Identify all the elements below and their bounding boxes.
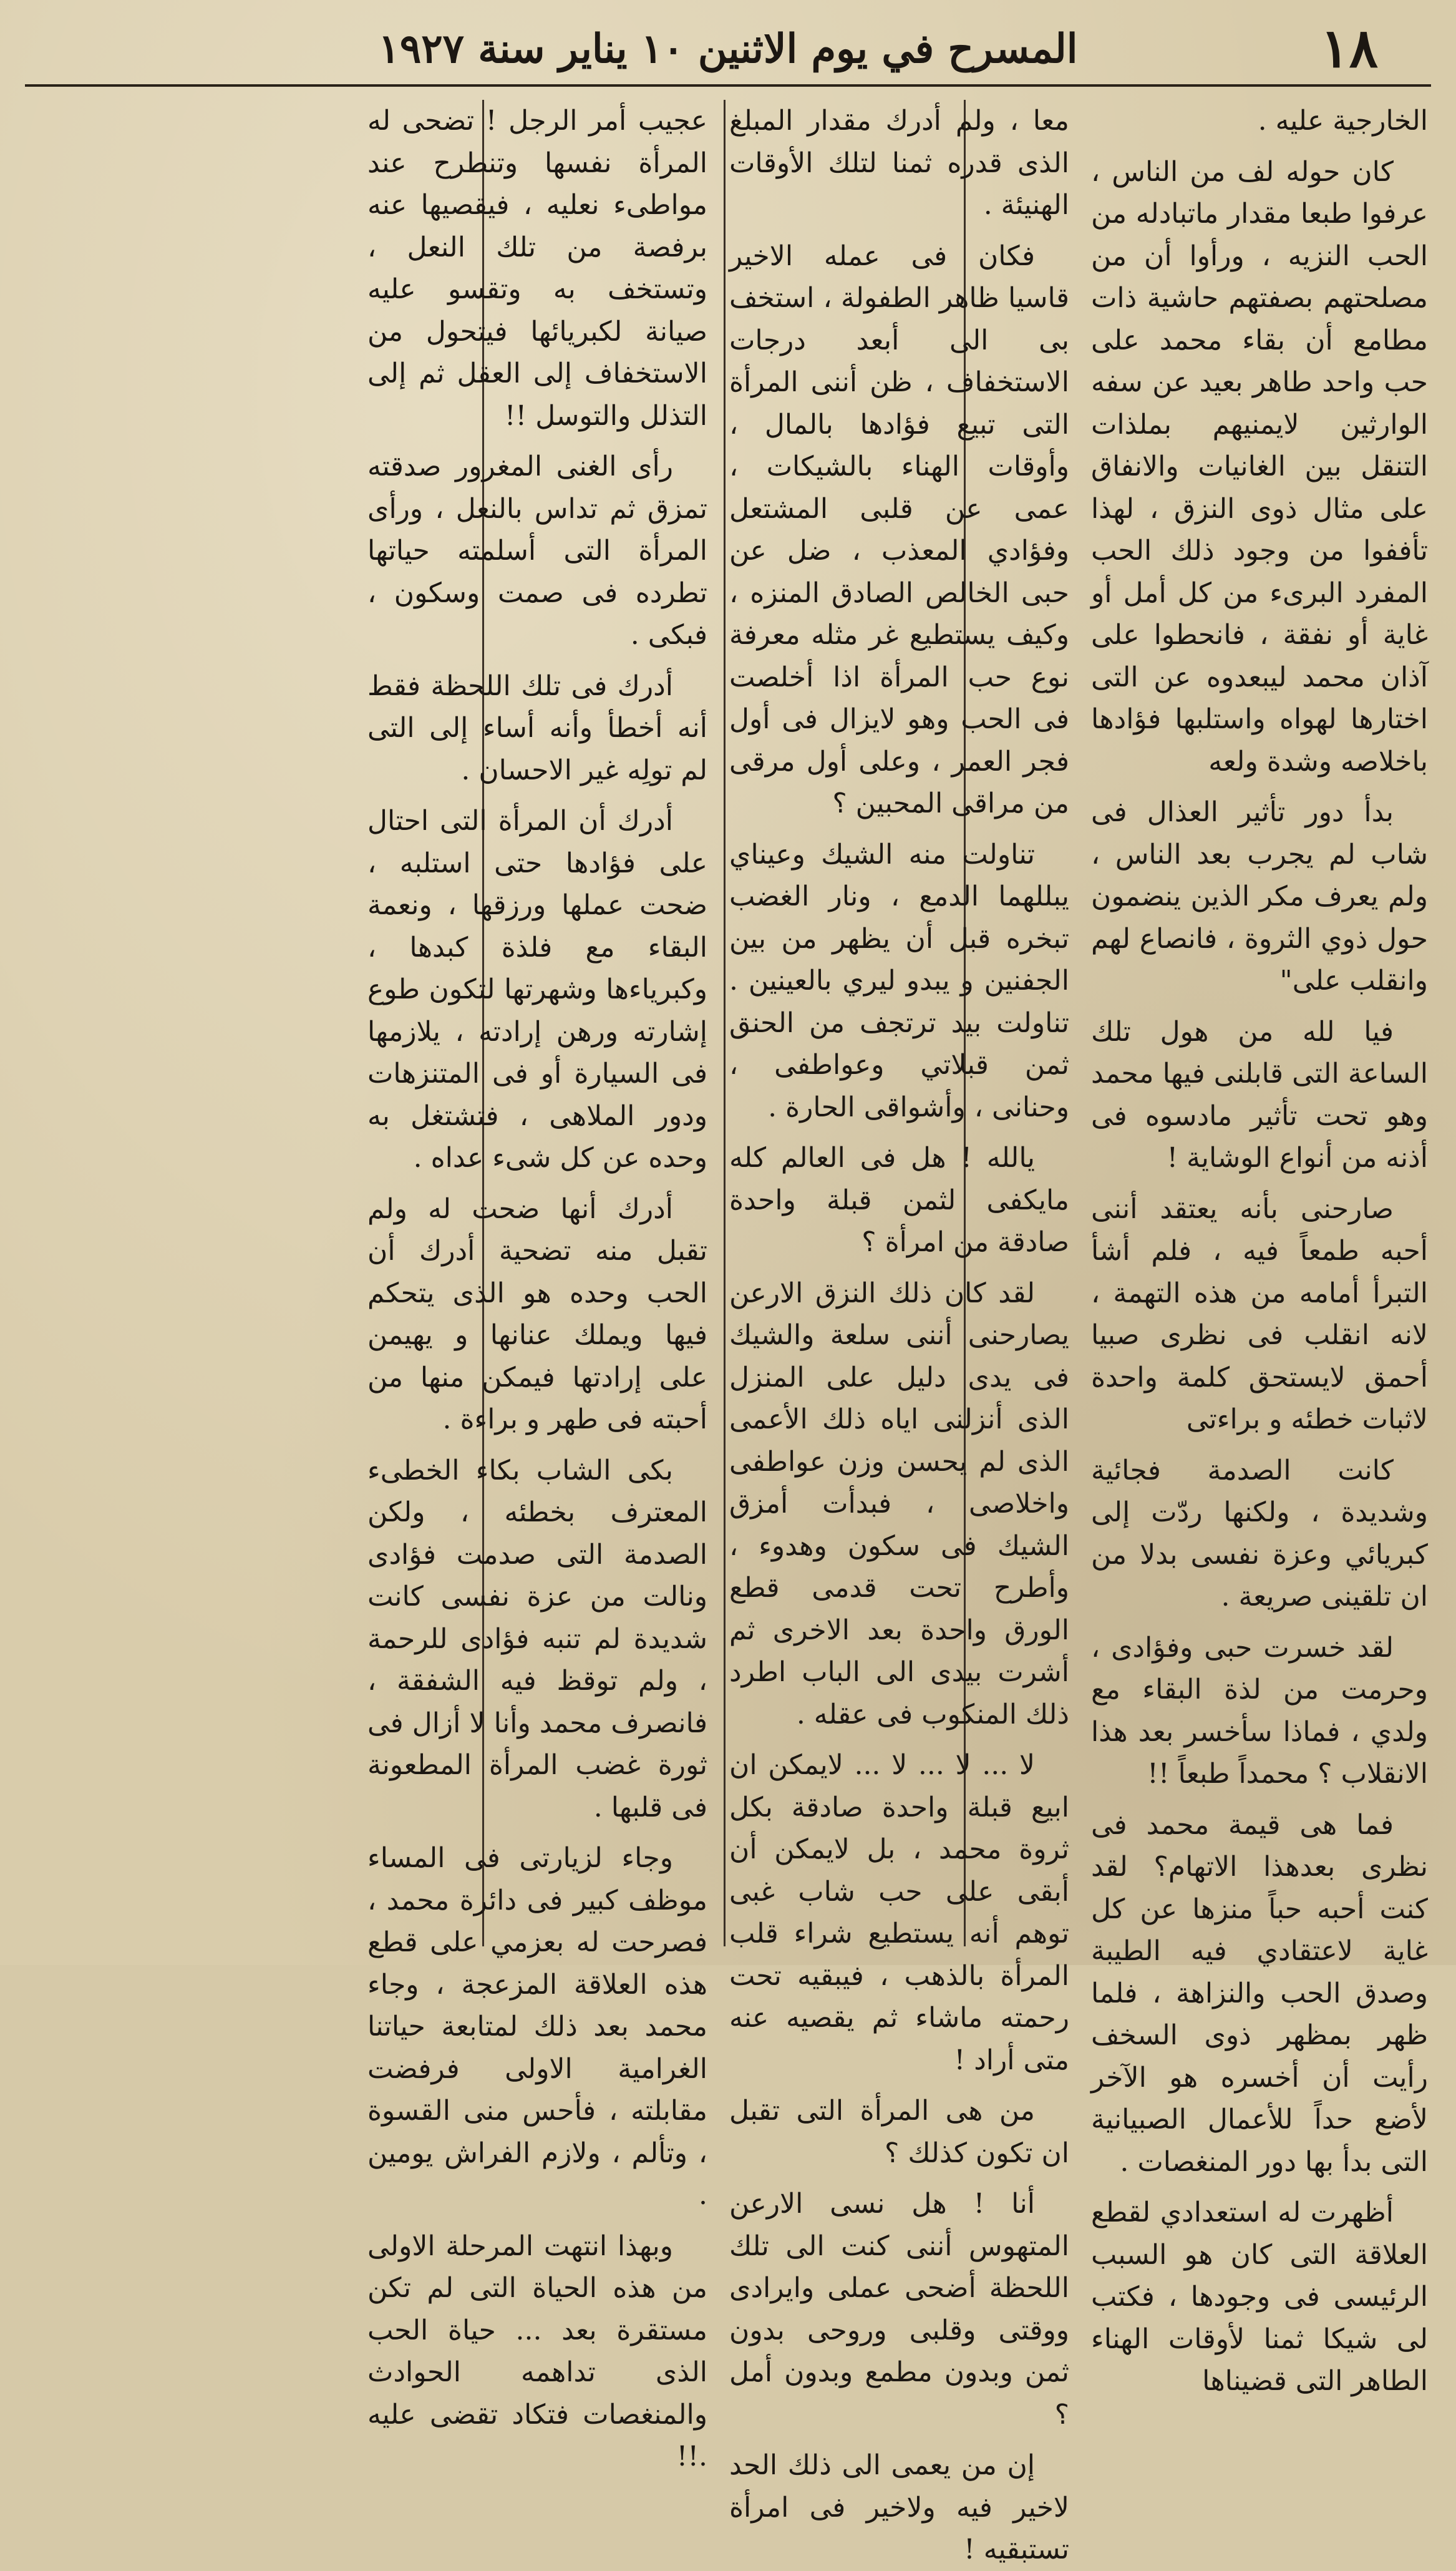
paragraph: وبهذا انتهت المرحلة الاولى من هذه الحياة التى لم تكن مستقرة بعد ... حياة الحب الذى تداهمه الحوادث والمنغصات فتكاد تقضى عليه .!! bbox=[367, 2230, 707, 2472]
column-divider bbox=[724, 100, 726, 1946]
paragraph: بدأ دور تأثير العذال فى شاب لم يجرب بعد الناس ، ولم يعرف مكر الذين ينضمون حول ذوي الثروة ، فانصاع لهم وانقلب على" bbox=[1091, 796, 1428, 997]
column-3 bbox=[367, 100, 707, 2472]
paragraph: فكان فى عمله الاخير قاسيا ظاهر الطفولة ، استخف بى الى أبعد درجات الاستخفاف ، ظن أننى المرأة التى تبيع فؤادها بالمال ، وأوقات الهناء بالشيكات ، عمى عن قلبى المشتعل وفؤادي المعذب ، ضل عن حبى الخالص الصادق المنزه ، وكيف يستطيع غر مثله معرفة نوع حب المرأة اذا أخلصت فى الحب وهو لايزال فى أول فجر العمر ، وعلى أول مرقى من مراقى المحبين ؟ bbox=[729, 240, 1069, 819]
paragraph: يالله ! هل فى العالم كله مايكفى لثمن قبلة واحدة صادقة من امرأة ؟ bbox=[729, 1142, 1069, 1258]
paragraph: أدرك أن المرأة التى احتال على فؤادها حتى استلبه ، ضحت عملها ورزقها ، ونعمة البقاء مع فلذة كبدها ، وكبرياءها وشهرتها لتكون طوع إشارته ورهن إرادته ، يلازمها فى السيارة أو فى المتنزهات ودور الملاهى ، فتشتغل به وحده عن كل شىء عداه . bbox=[367, 805, 707, 1174]
column-1 bbox=[1091, 100, 1428, 2397]
paragraph: لقد كان ذلك النزق الارعن يصارحنى أننى سلعة والشيك فى يدى دليل على المنزل الذى أنزلنى اياه ذلك الأعمى الذى لم يحسن وزن عواطفى واخلاصى ، فبدأت أمزق الشيك فى سكون وهدوء ، وأطرح تحت قدمى قطع الورق واحدة بعد الاخرى ثم أشرت بيدى الى الباب اطرد ذلك المنكوب فى عقله . bbox=[729, 1277, 1069, 1730]
paragraph: أدرك فى تلك اللحظة فقط أنه أخطأ وأنه أساء إلى التى لم تولِه غير الاحسان . bbox=[367, 670, 707, 786]
paragraph: عجيب أمر الرجل ! تضحى له المرأة نفسها وتنطرح عند مواطىء نعليه ، فيقصيها عنه برفصة من تلك النعل ، وتستخف به وتقسو عليه صيانة لكبريائها فيتحول من الاستخفاف إلى العقل ثم إلى التذلل والتوسل !! bbox=[367, 105, 707, 432]
running-head: المسرح في يوم الاثنين ١٠ يناير سنة ١٩٢٧ bbox=[378, 26, 1078, 72]
paragraph: من هى المرأة التى تقبل ان تكون كذلك ؟ bbox=[729, 2095, 1069, 2169]
paragraph: إن من يعمى الى ذلك الحد لاخير فيه ولاخير فى امرأة تستبقيه ! bbox=[729, 2449, 1069, 2565]
paragraph: الخارجية عليه . bbox=[1258, 105, 1428, 137]
paragraph: فما هى قيمة محمد فى نظرى بعدهذا الاتهام؟ لقد كنت أحبه حباً منزها عن كل غاية لاعتقادي فيه الطيبة وصدق الحب والنزاهة ، فلما ظهر بمظهر ذوى السخف رأيت أن أخسره هو الآخر لأضع حداً للأعمال الصبيانية التى بدأ بها دور المنغصات . bbox=[1091, 1808, 1428, 2178]
paragraph: صارحنى بأنه يعتقد أننى أحبه طمعاً فيه ، فلم أشأ التبرأ أمامه من هذه التهمة ، لانه انقلب فى نظرى صبيا أحمق لايستحق كلمة واحدة لاثبات خطئه و براءتى bbox=[1091, 1193, 1428, 1435]
header-rule bbox=[25, 84, 1431, 87]
page-header bbox=[25, 12, 1431, 84]
paragraph: بكى الشاب بكاء الخطىء المعترف بخطئه ، ولكن الصدمة التى صدمت فؤادى ونالت من عزة نفسى كانت شديدة لم تنبه فؤادى للرحمة ، ولم توقظ فيه الشفقة ، فانصرف محمد وأنا لا أزال فى ثورة غضب المرأة المطعونة فى قلبها . bbox=[367, 1454, 707, 1823]
paragraph: لقد خسرت حبى وفؤادى ، وحرمت من لذة البقاء مع ولدي ، فماذا سأخسر بعد هذا الانقلاب ؟ محمداً طبعاً !! bbox=[1091, 1631, 1428, 1790]
paragraph: تناولت منه الشيك وعيناي يبللهما الدمع ، ونار الغضب تبخره قبل أن يظهر من بين الجفنين و يبدو ليري بالعينين . تناولت بيد ترتجف من الحنق ثمن قبلاتي وعواطفى ، وحنانى ، وأشواقى الحارة . bbox=[729, 838, 1069, 1123]
paragraph: أظهرت له استعدادي لقطع العلاقة التى كان هو السبب الرئيسى فى وجودها ، فكتب لى شيكا ثمنا لأوقات الهناء الطاهر التى قضيناها bbox=[1091, 2197, 1428, 2397]
paragraph: كان حوله لف من الناس ، عرفوا طبعا مقدار ماتبادله من الحب النزيه ، ورأوا أن من مصلحتهم بصفتهم حاشية ذات مطامع أن بقاء محمد على حب واحد طاهر بعيد عن سفه الوارثين لايمنيهم بملذات التنقل بين الغانيات والانفاق على مثال ذوى النزق ، لهذا تأففوا من وجود ذلك الحب المفرد البرىء من كل أمل أو غاية أو نفقة ، فانحطوا على آذان محمد ليبعدوه عن التى اختارها لهواه واستلبها فؤادها باخلاصه وشدة ولعه bbox=[1091, 155, 1428, 778]
paragraph: لا ... لا ... لا ... لايمكن ان ابيع قبلة واحدة صادقة بكل ثروة محمد ، بل لايمكن أن أبقى على حب شاب غبى توهم أنه يستطيع شراء قلب المرأة بالذهب ، فيبقيه تحت رحمته ماشاء ثم يقصيه عنه متى أراد ! bbox=[729, 1749, 1069, 2076]
paragraph: فيا لله من هول تلك الساعة التى قابلنى فيها محمد وهو تحت تأثير مادسوه فى أذنه من أنواع الوشاية ! bbox=[1091, 1015, 1428, 1174]
page-number: ١٨ bbox=[1320, 17, 1378, 80]
column-2 bbox=[729, 100, 1069, 2565]
paragraph: أدرك أنها ضحت له ولم تقبل منه تضحية أدرك أن الحب وحده هو الذى يتحكم فيها ويملك عنانها و يهيمن على إرادتها فيمكن منها من أحبته فى طهر و براءة . bbox=[367, 1193, 707, 1435]
paragraph: أنا ! هل نسى الارعن المتهوس أننى كنت الى تلك اللحظة أضحى عملى وايرادى ووقتى وقلبى وروحى بدون ثمن وبدون مطمع وبدون أمل ؟ bbox=[729, 2188, 1069, 2431]
paragraph: رأى الغنى المغرور صدقته تمزق ثم تداس بالنعل ، ورأى المرأة التى أسلمته حياتها تطرده فى صمت وسكون ، فبكى . bbox=[367, 451, 707, 651]
paragraph: معا ، ولم أدرك مقدار المبلغ الذى قدره ثمنا لتلك الأوقات الهنيئة . bbox=[729, 105, 1069, 221]
paragraph: وجاء لزيارتى فى المساء موظف كبير فى دائرة محمد ، فصرحت له بعزمي على قطع هذه العلاقة المزعجة ، وجاء محمد بعد ذلك لمتابعة حياتنا الغرامية الاولى فرفضت مقابلته ، فأحس منى القسوة ، وتألم ، ولازم الفراش يومين . bbox=[367, 1842, 707, 2211]
paragraph: كانت الصدمة فجائية وشديدة ، ولكنها ردّت إلى كبريائي وعزة نفسى بدلا من ان تلقينى صريعة . bbox=[1091, 1454, 1428, 1612]
